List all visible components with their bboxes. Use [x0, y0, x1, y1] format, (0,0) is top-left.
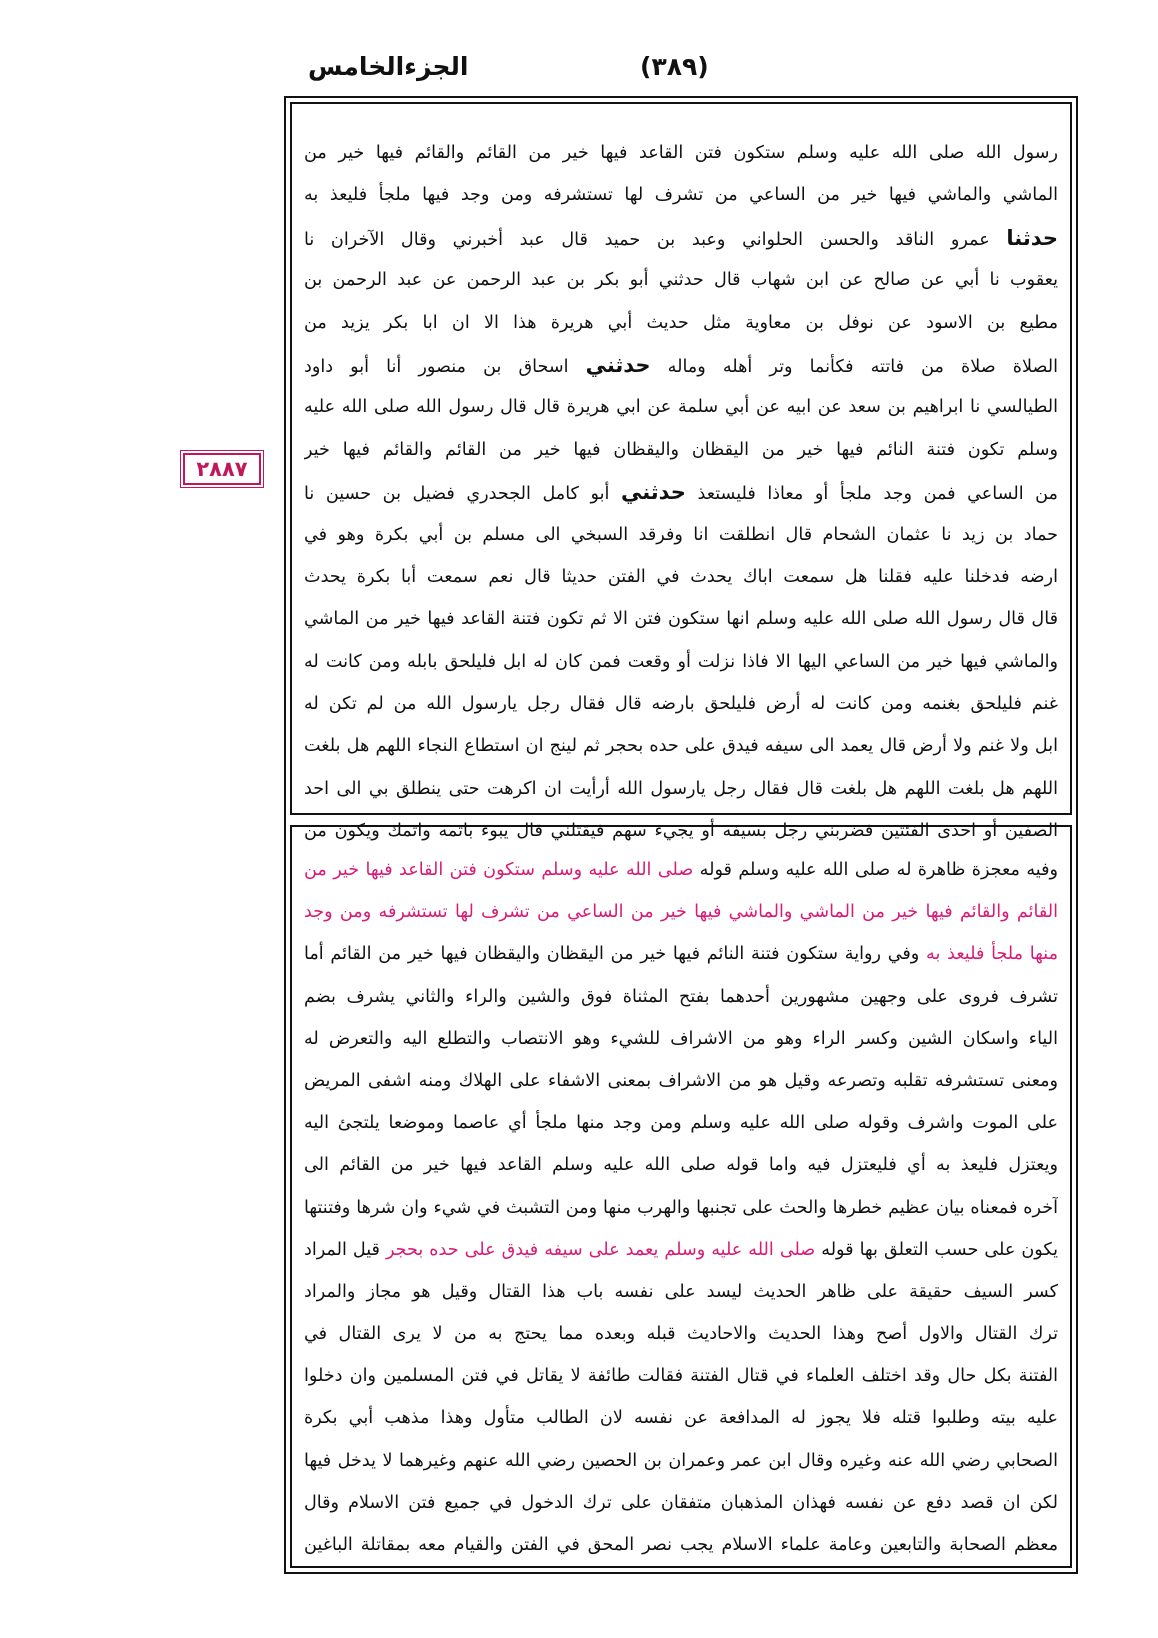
- commentary-line: ومعنى تستشرفه تقلبه وتصرعه وقيل هو من الاشراف بمعنى الاشفاء على الهلاك ومنه اشفى المريض: [304, 1070, 1058, 1091]
- hadith-line: حدثنا عمرو الناقد والحسن الحلواني وعبد بن حميد قال عبد أخبرني وقال الآخران نا: [304, 225, 1058, 250]
- hadith-line: يعقوب نا أبي عن صالح عن ابن شهاب قال حدثني أبو بكر بن عبد الرحمن عن عبد الرحمن بن: [304, 270, 1058, 291]
- commentary-line: منها ملجأ فليعذ به وفي رواية ستكون فتنة النائم فيها خير من اليقظان واليقظان فيها خير من القائم أما: [304, 944, 1058, 965]
- hadith-line: مطيع بن الاسود عن نوفل بن معاوية مثل حديث أبي هريرة هذا الا ان ابا بكر يزيد من: [304, 312, 1058, 333]
- commentary-line: الفتنة بكل حال وقد اختلف العلماء في قتال الفتنة فقالت طائفة لا يقاتل في فتن المسلمين وان دخلوا: [304, 1366, 1058, 1387]
- hadith-line: اللهم هل بلغت اللهم هل بلغت قال فقال رجل يارسول الله أرأيت ان اكرهت حتى ينطلق بي الى احد: [304, 778, 1058, 799]
- hadith-line: والماشي فيها خير من الساعي اليها الا فاذا نزلت أو وقعت فمن كان له ابل فليلحق بابله ومن كانت له: [304, 651, 1058, 672]
- narration-keyword: حدثني: [620, 480, 686, 505]
- hadith-line: الصلاة صلاة من فاتته فكأنما وتر أهله وماله حدثني اسحاق بن منصور أنا أبو داود: [304, 352, 1058, 377]
- commentary-line: تشرف فروى على وجهين مشهورين أحدهما بفتح المثناة فوق والشين والراء والثاني يشرف بضم: [304, 986, 1058, 1007]
- page-number: (٣٨٩): [640, 52, 709, 81]
- commentary-line: آخره فمعناه بيان عظيم خطرها والحث على تجنبها والهرب منها ومن التشبث في شيء وان شرها وفتنتها: [304, 1197, 1058, 1218]
- hadith-line: قال قال رسول الله صلى الله عليه وسلم انها ستكون فتن الا ثم تكون فتنة القاعد فيها خير من الماشي: [304, 609, 1058, 630]
- commentary-text: [304, 849, 1058, 1566]
- highlighted-quote: منها ملجأ فليعذ به: [926, 944, 1058, 965]
- commentary-line: الصحابي رضي الله عنه وغيره وقال ابن عمر وعمران بن الحصين رضي الله عنهم وغيرهما لا يدخل فيها: [304, 1450, 1058, 1471]
- highlighted-quote: صلى الله عليه وسلم ستكون فتن القاعد فيها خير من: [304, 860, 694, 880]
- commentary-line: يكون على حسب التعلق بها قوله صلى الله عليه وسلم يعمد على سيفه فيدق على حده بحجر قيل المراد: [304, 1239, 1058, 1260]
- commentary-line: كسر السيف حقيقة على ظاهر الحديث ليسد على نفسه باب هذا القتال وقيل هو مجاز والمراد: [304, 1281, 1058, 1302]
- commentary-line: على الموت واشرف وقوله صلى الله عليه وسلم ومن وجد منها ملجأ أي عاصما وموضعا يلتجئ اليه: [304, 1113, 1058, 1134]
- highlighted-quote: صلى الله عليه وسلم يعمد على سيفه فيدق على حده بحجر: [385, 1239, 816, 1260]
- hadith-line: غنم فليلحق بغنمه ومن كانت له أرض فليلحق بارضه قال فقال رجل يارسول الله من لم تكن له: [304, 694, 1058, 715]
- hadith-text: [304, 132, 1058, 853]
- commentary-line: لكن ان قصد دفع عن نفسه فهذان المذهبان متفقان على ترك الدخول في جميع فتن الاسلام وقال: [304, 1492, 1058, 1513]
- commentary-line: الياء واسكان الشين وكسر الراء وهو من الاشراف للشيء وهو الانتصاب والتطلع اليه والتعرض له: [304, 1028, 1058, 1049]
- hadith-line: من الساعي فمن وجد ملجأ أو معاذا فليستعذ حدثني أبو كامل الجحدري فضيل بن حسين نا: [304, 480, 1058, 505]
- hadith-number-badge: ٢٨٨٧: [183, 453, 261, 485]
- hadith-line: الصفين أو احدى الفئتين فضربني رجل بسيفه أو يجيء سهم فيقتلني قال يبوء باثمه واثمك ويكون من: [304, 821, 1058, 842]
- hadith-line: رسول الله صلى الله عليه وسلم ستكون فتن القاعد فيها خير من القائم والقائم فيها خير من: [304, 143, 1058, 163]
- commentary-line: ويعتزل فليعذ به أي فليعتزل فيه واما قوله صلى الله عليه وسلم القاعد فيها خير من القائم الى: [304, 1155, 1058, 1176]
- page-header-part: الجزءالخامس: [308, 52, 469, 81]
- hadith-line: ابل ولا غنم ولا أرض قال يعمد الى سيفه فيدق على حده بحجر ثم لينج ان استطاع النجاء اللهم هل بلغت: [304, 736, 1058, 757]
- highlighted-quote: القائم والقائم فيها خير من الماشي والماشي فيها خير من الساعي من تشرف لها تستشرفه ومن وجد: [304, 902, 1058, 923]
- commentary-text-box: [290, 825, 1072, 1568]
- hadith-line: حماد بن زيد نا عثمان الشحام قال انطلقت انا وفرقد السبخي الى مسلم بن أبي بكرة وهو في: [304, 524, 1058, 545]
- hadith-line: الماشي والماشي فيها خير من الساعي من تشرف لها تستشرفه ومن وجد فيها ملجأ فليعذ به: [304, 185, 1058, 206]
- commentary-line: وفيه معجزة ظاهرة له صلى الله عليه وسلم قوله صلى الله عليه وسلم ستكون فتن القاعد فيها خير من: [304, 860, 1058, 880]
- narration-keyword: حدثني: [585, 352, 651, 377]
- hadith-line: ارضه فدخلنا عليه فقلنا هل سمعت اباك يحدث في الفتن حديثا قال نعم سمعت أبا بكرة يحدث: [304, 566, 1058, 587]
- commentary-line: معظم الصحابة والتابعين وعامة علماء الاسلام يجب نصر المحق في الفتن والقيام معه بمقاتلة الباغين: [304, 1535, 1058, 1555]
- hadith-text-box: [290, 102, 1072, 842]
- hadith-line: وسلم تكون فتنة النائم فيها خير من اليقظان واليقظان فيها خير من القائم والقائم فيها خير: [304, 439, 1058, 460]
- commentary-line: عليه بيته وطلبوا قتله فلا يجوز له المدافعة عن نفسه لان الطالب متأول وهذا مذهب أبي بكرة: [304, 1408, 1058, 1429]
- narration-keyword: حدثنا: [1006, 225, 1058, 250]
- commentary-line: ترك القتال والاول أصح وهذا الحديث والاحاديث قبله وبعده مما يحتج به من لا يرى القتال في: [304, 1324, 1058, 1345]
- hadith-line: الطيالسي نا ابراهيم بن سعد عن ابيه عن أبي سلمة عن ابي هريرة قال قال رسول الله صلى الله عليه: [304, 397, 1058, 418]
- commentary-line: [304, 891, 1058, 933]
